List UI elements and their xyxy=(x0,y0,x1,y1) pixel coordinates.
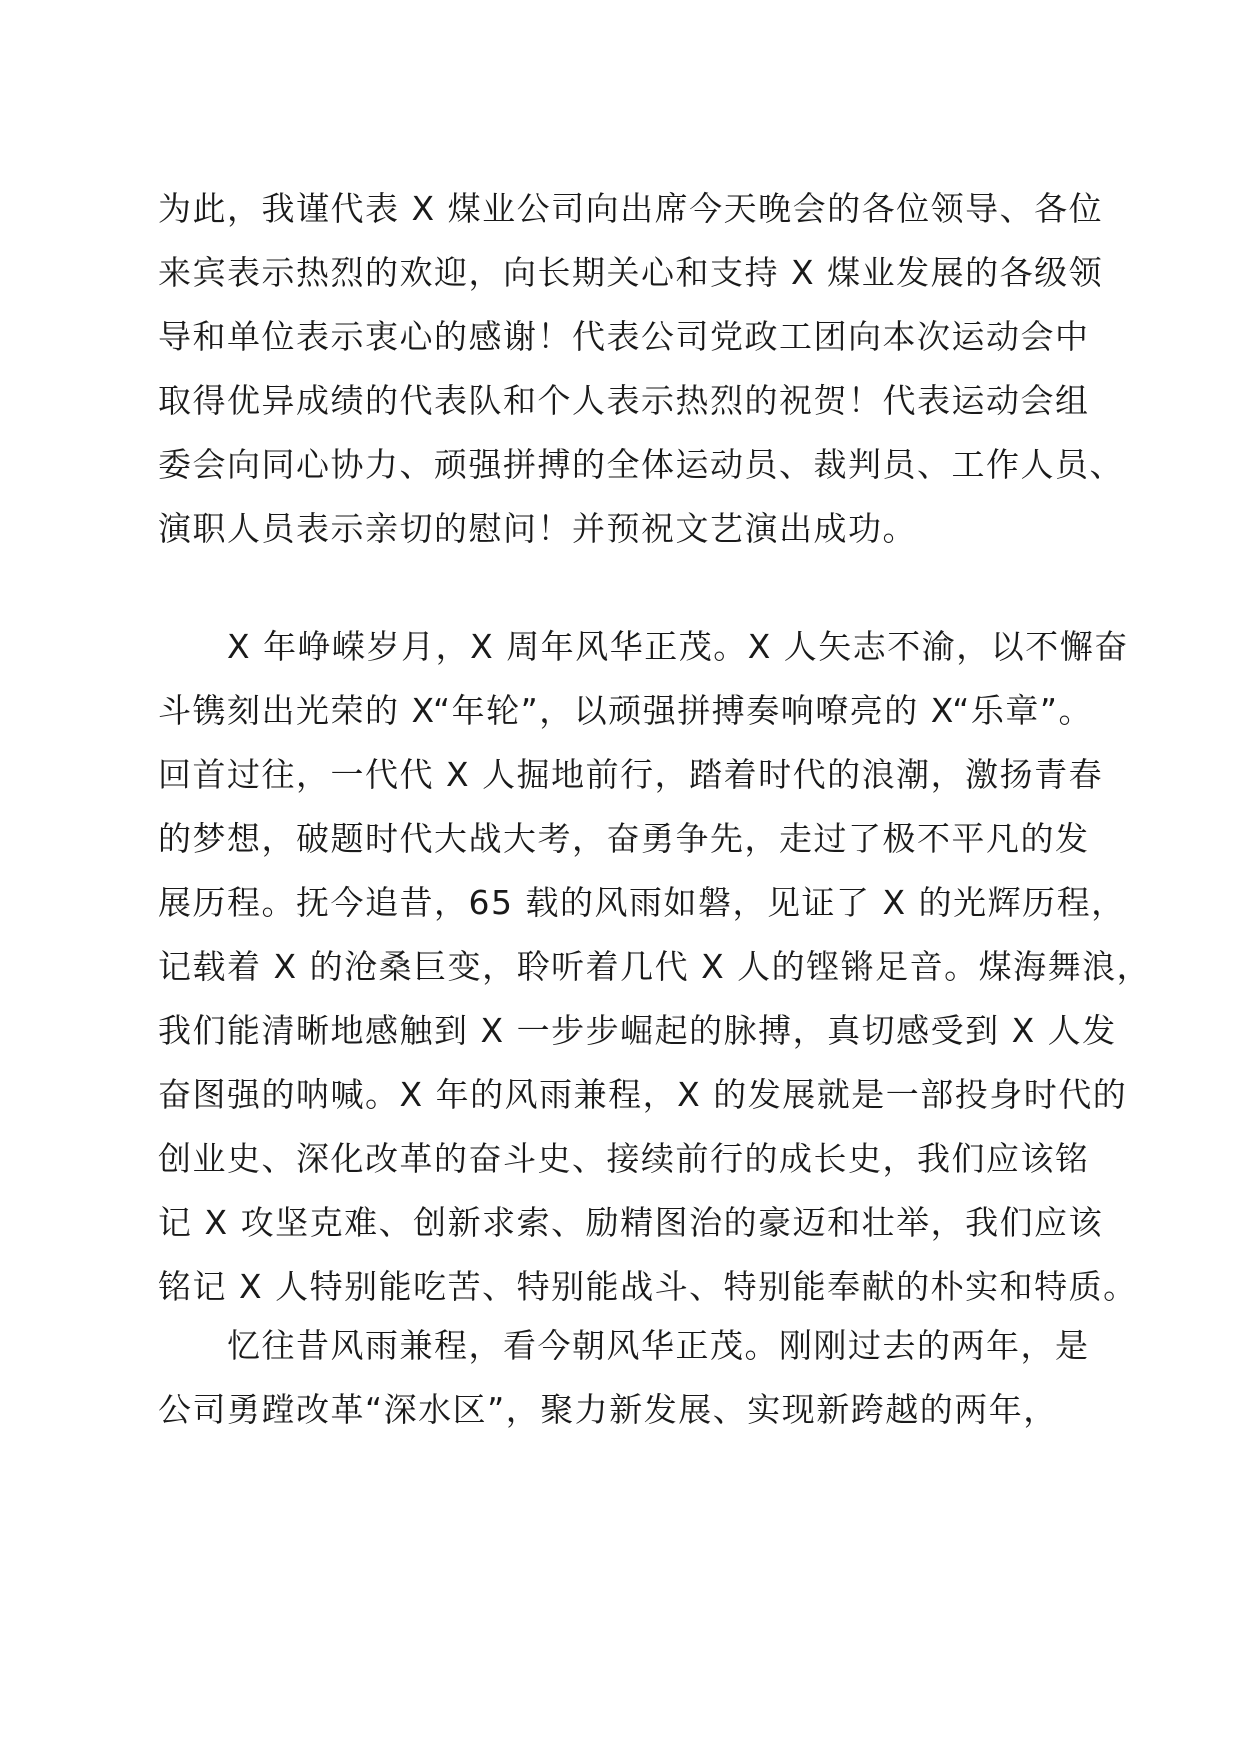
text-line: 忆往昔风雨兼程，看今朝风华正茂。刚刚过去的两年，是 xyxy=(158,1326,1090,1365)
text-line: 导和单位表示衷心的感谢！代表公司党政工团向本次运动会中 xyxy=(158,317,1090,356)
text-line: 我们能清晰地感触到 X 一步步崛起的脉搏，真切感受到 X 人发 xyxy=(158,1011,1117,1050)
paragraph-1 xyxy=(158,177,1124,561)
paragraph-3 xyxy=(158,1314,1094,1442)
text-line: 为此，我谨代表 X 煤业公司向出席今天晚会的各位领导、各位 xyxy=(158,189,1104,228)
paragraph-2 xyxy=(158,615,1152,1319)
text-line: 公司勇蹚改革“深水区”，聚力新发展、实现新跨越的两年， xyxy=(158,1390,1058,1429)
text-line: 演职人员表示亲切的慰问！并预祝文艺演出成功。 xyxy=(158,509,917,548)
text-line: 回首过往，一代代 X 人掘地前行，踏着时代的浪潮，激扬青春 xyxy=(158,755,1104,794)
text-line: 展历程。抚今追昔，65 载的风雨如磐，见证了 X 的光辉历程， xyxy=(158,883,1126,922)
text-line: 的梦想，破题时代大战大考，奋勇争先，走过了极不平凡的发 xyxy=(158,819,1090,858)
text-line: 创业史、深化改革的奋斗史、接续前行的成长史，我们应该铭 xyxy=(158,1139,1090,1178)
text-line: 记 X 攻坚克难、创新求索、励精图治的豪迈和壮举，我们应该 xyxy=(158,1203,1104,1242)
text-line: 取得优异成绩的代表队和个人表示热烈的祝贺！代表运动会组 xyxy=(158,381,1090,420)
text-line: X 年峥嵘岁月，X 周年风华正茂。X 人矢志不渝，以不懈奋 xyxy=(158,627,1129,666)
text-line: 奋图强的呐喊。X 年的风雨兼程，X 的发展就是一部投身时代的 xyxy=(158,1075,1128,1114)
text-line: 铭记 X 人特别能吃苦、特别能战斗、特别能奉献的朴实和特质。 xyxy=(158,1267,1138,1306)
text-line: 斗镌刻出光荣的 X“年轮”，以顽强拼搏奏响嘹亮的 X“乐章”。 xyxy=(158,691,1093,730)
text-line: 记载着 X 的沧桑巨变，聆听着几代 X 人的铿锵足音。煤海舞浪， xyxy=(158,947,1152,986)
text-line: 委会向同心协力、顽强拼搏的全体运动员、裁判员、工作人员、 xyxy=(158,445,1124,484)
text-line: 来宾表示热烈的欢迎，向长期关心和支持 X 煤业发展的各级领 xyxy=(158,253,1104,292)
